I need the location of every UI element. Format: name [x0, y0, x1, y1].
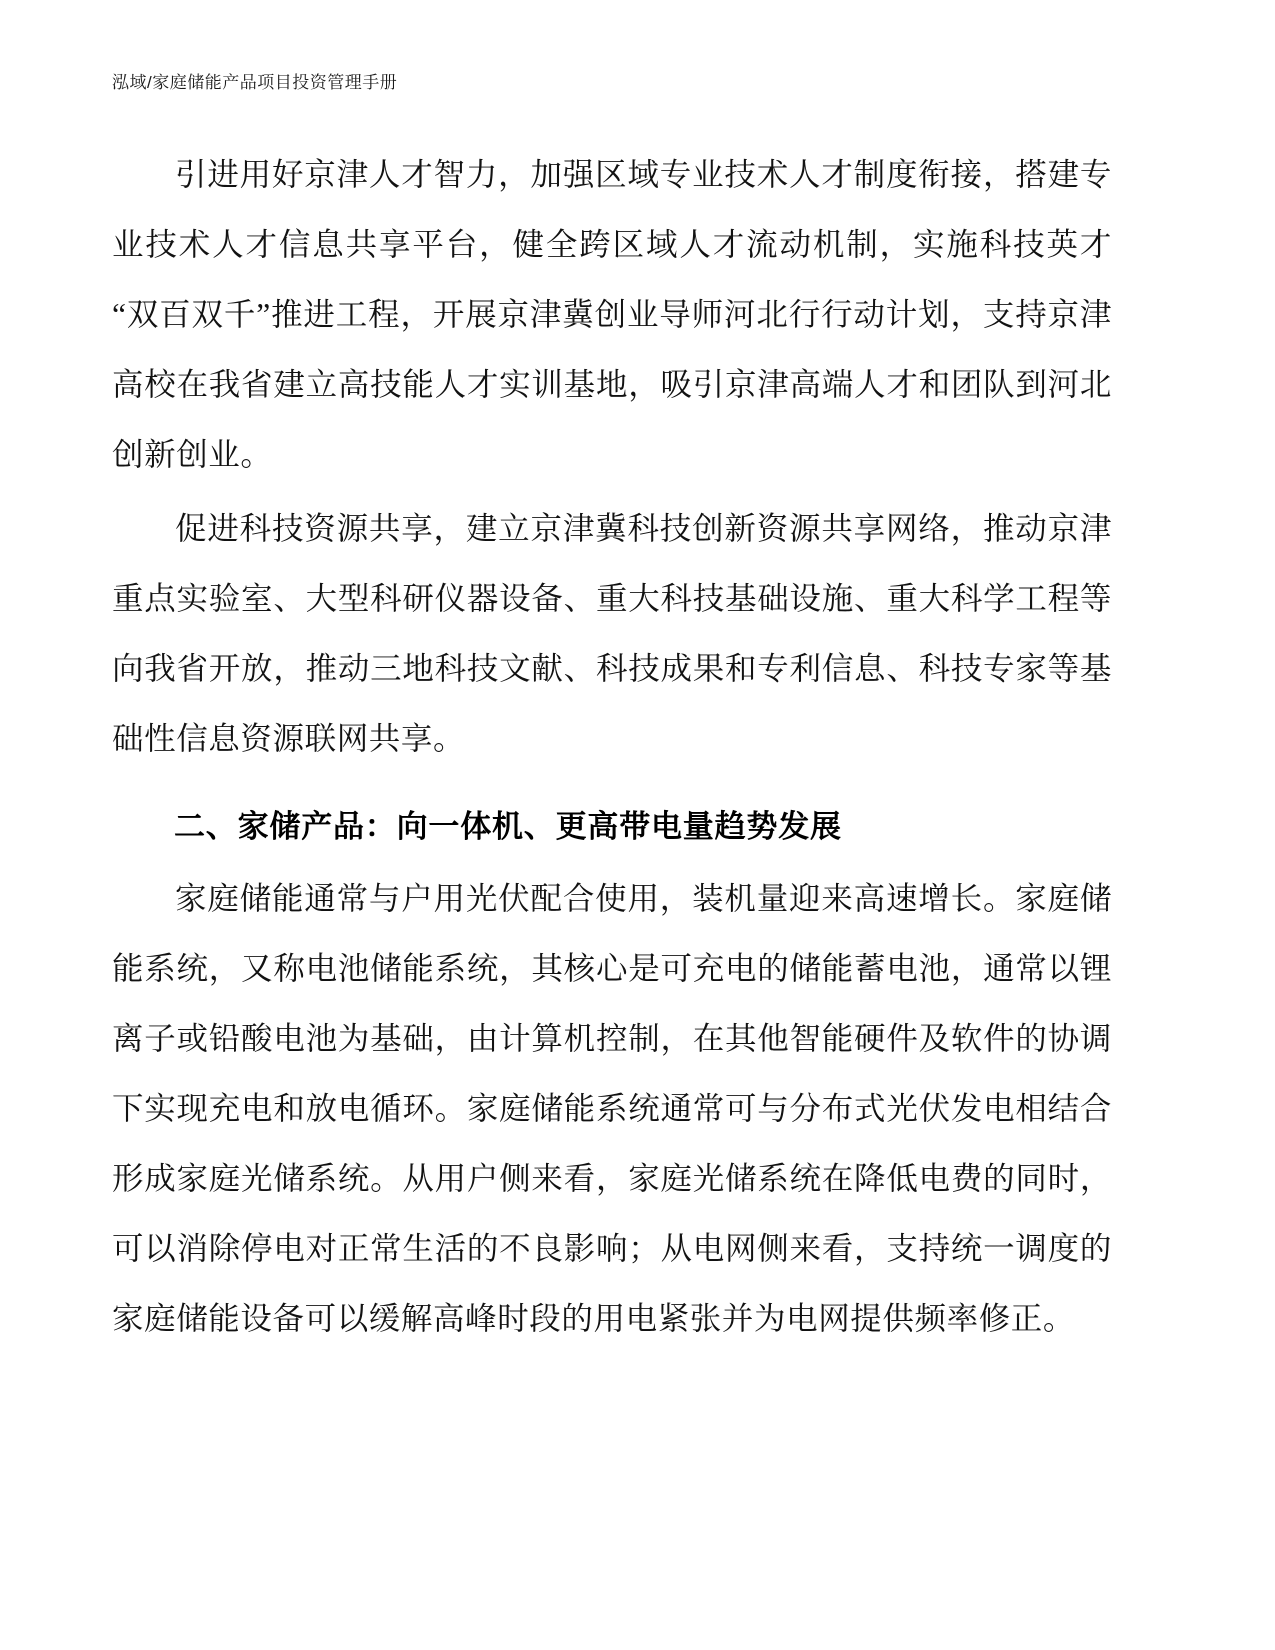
paragraph-talent-cooperation: 引进用好京津人才智力，加强区域专业技术人才制度衔接，搭建专业技术人才信息共享平台，健全跨区域人才流动机制，实施科技英才“双百双千”推进工程，开展京津冀创业导师河北行行动计划，支持京津高校在我省建立高技能人才实训基地，吸引京津高端人才和团队到河北创新创业。 [112, 157, 1112, 472]
running-header: 泓域/家庭储能产品项目投资管理手册 [112, 73, 398, 92]
document-body [112, 140, 1112, 1354]
paragraph-resource-sharing: 促进科技资源共享，建立京津冀科技创新资源共享网络，推动京津重点实验室、大型科研仪器设备、重大科技基础设施、重大科学工程等向我省开放，推动三地科技文献、科技成果和专利信息、科技专家等基础性信息资源联网共享。 [112, 511, 1112, 756]
paragraph-home-storage-overview: 家庭储能通常与户用光伏配合使用，装机量迎来高速增长。家庭储能系统，又称电池储能系统，其核心是可充电的储能蓄电池，通常以锂离子或铅酸电池为基础，由计算机控制，在其他智能硬件及软件的协调下实现充电和放电循环。家庭储能系统通常可与分布式光伏发电相结合形成家庭光储系统。从用户侧来看，家庭光储系统在降低电费的同时，可以消除停电对正常生活的不良影响；从电网侧来看，支持统一调度的家庭储能设备可以缓解高峰时段的用电紧张并为电网提供频率修正。 [112, 881, 1112, 1336]
section-heading-2: 二、家储产品：向一体机、更高带电量趋势发展 [174, 809, 842, 844]
